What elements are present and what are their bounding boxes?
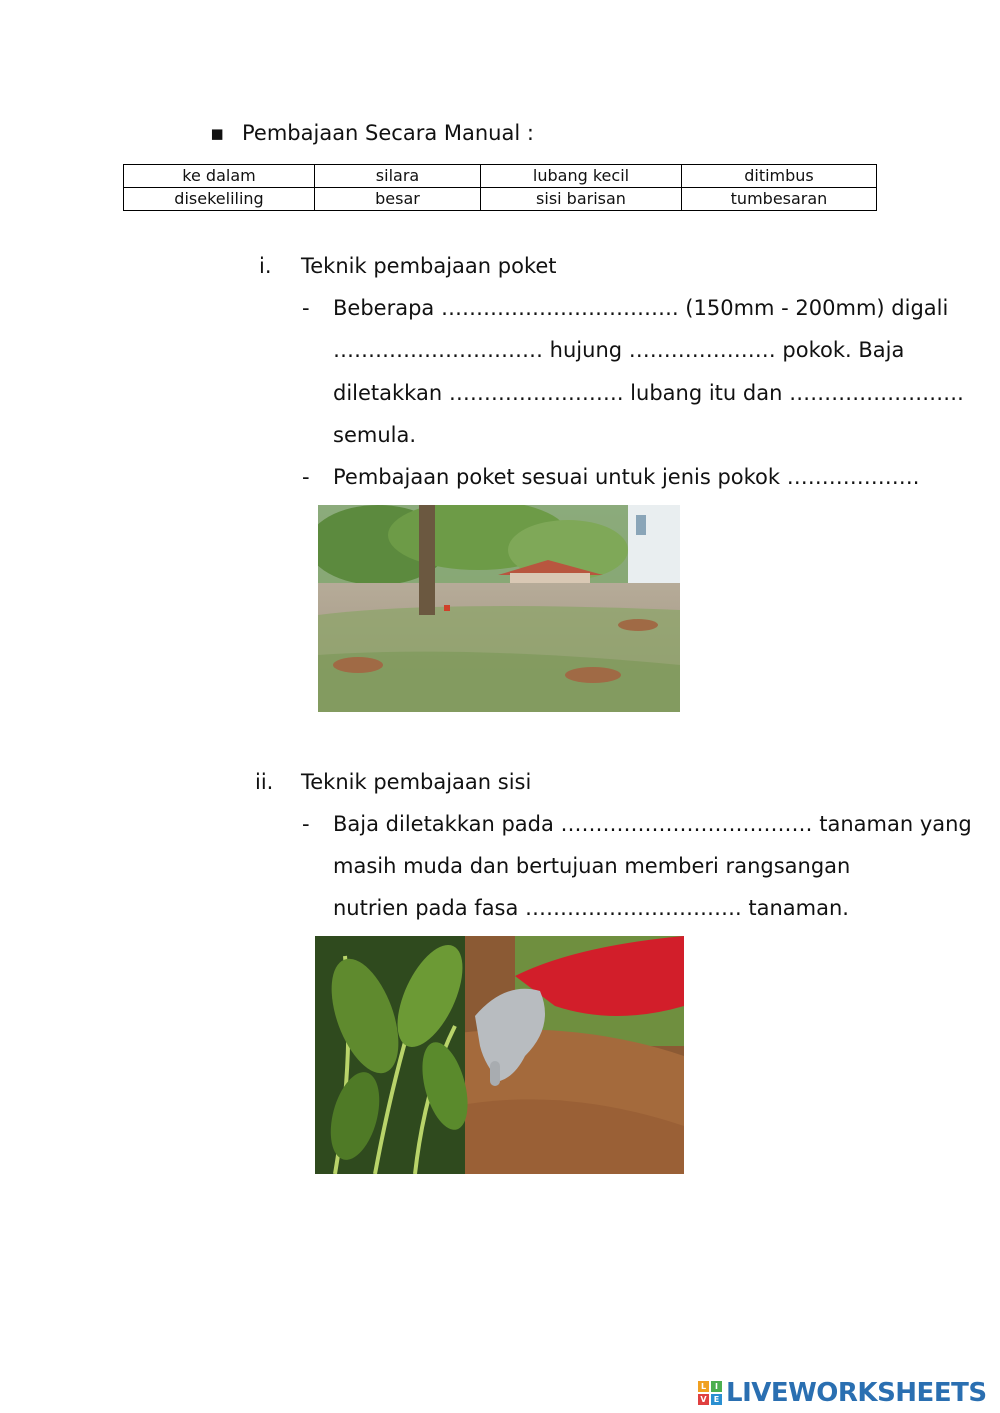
section-number: ii. xyxy=(255,770,274,794)
text-line: semula. xyxy=(333,423,417,447)
dash-bullet: - xyxy=(302,812,310,836)
section-title: Teknik pembajaan sisi xyxy=(301,770,532,794)
word-cell: silara xyxy=(315,165,481,188)
text-line: ………………………… hujung ………………… pokok. Baja xyxy=(333,338,905,362)
word-bank-row xyxy=(124,188,877,211)
tree-garden-icon xyxy=(318,505,680,712)
text-line: Beberapa ……………………………. (150mm - 200mm) digali xyxy=(333,296,949,320)
dash-bullet: - xyxy=(302,465,310,489)
section-title: Teknik pembajaan poket xyxy=(301,254,557,278)
text-line: nutrien pada fasa …………………………. tanaman. xyxy=(333,896,849,920)
text-line: Baja diletakkan pada ……………………………… tanaman yang xyxy=(333,812,972,836)
dash-bullet: - xyxy=(302,296,310,320)
word-cell: sisi barisan xyxy=(481,188,682,211)
logo-letter: L xyxy=(698,1381,709,1392)
word-bank-row xyxy=(124,165,877,188)
gloved-hand-icon xyxy=(315,936,684,1174)
logo-letter: E xyxy=(711,1394,722,1405)
logo-mark-icon xyxy=(698,1381,722,1405)
word-cell: ke dalam xyxy=(124,165,315,188)
brand-name: LIVEWORKSHEETS xyxy=(726,1378,987,1408)
section-number: i. xyxy=(259,254,272,278)
section-heading: Pembajaan Secara Manual : xyxy=(242,121,534,145)
word-cell: ditimbus xyxy=(682,165,877,188)
text-line: Pembajaan poket sesuai untuk jenis pokok ………………. xyxy=(333,465,920,489)
word-cell: lubang kecil xyxy=(481,165,682,188)
tree-garden-photo xyxy=(318,505,680,712)
word-cell: disekeliling xyxy=(124,188,315,211)
text-line: masih muda dan bertujuan memberi rangsangan xyxy=(333,854,851,878)
heading-bullet: ▪ xyxy=(210,121,225,145)
text-line: diletakkan ……………………. lubang itu dan ……………………. xyxy=(333,381,964,405)
word-cell: besar xyxy=(315,188,481,211)
word-cell: tumbesaran xyxy=(682,188,877,211)
gloved-hand-soil-photo xyxy=(315,936,684,1174)
liveworksheets-logo xyxy=(698,1376,994,1410)
logo-letter: V xyxy=(698,1394,709,1405)
logo-letter: I xyxy=(711,1381,722,1392)
word-bank-table xyxy=(123,164,877,211)
